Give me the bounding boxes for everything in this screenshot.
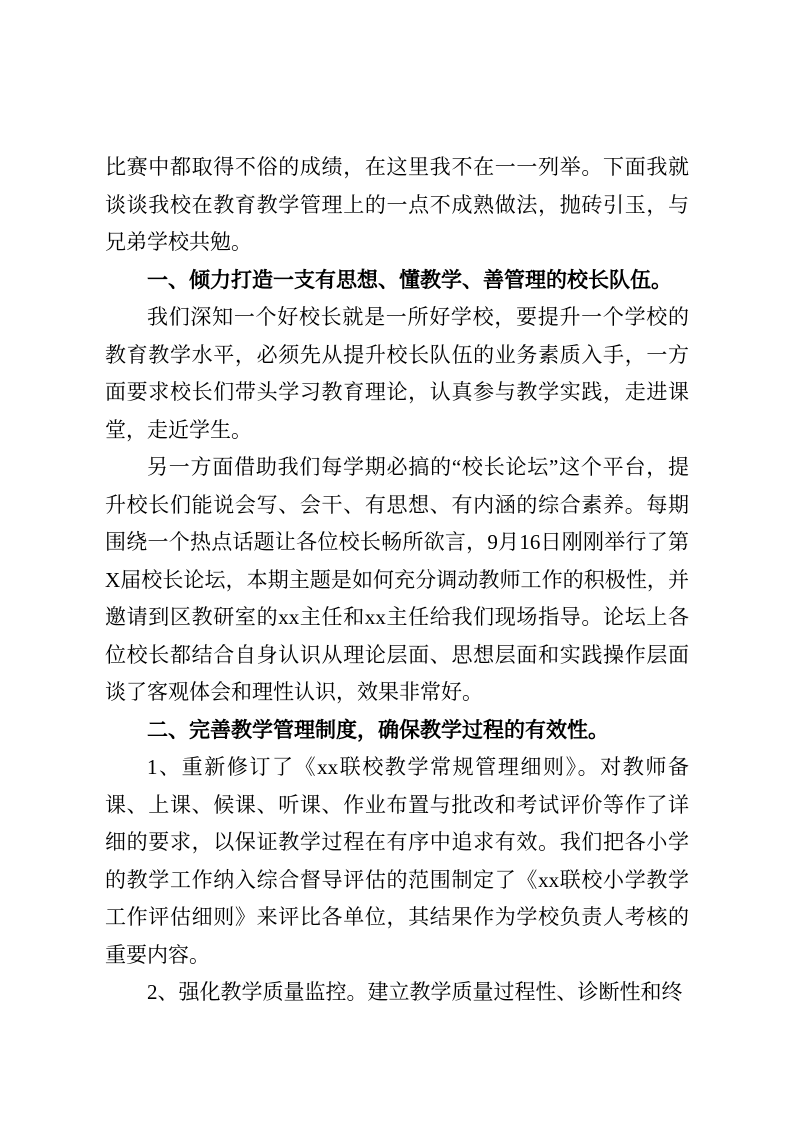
section-heading-1: 一、倾力打造一支有思想、懂教学、善管理的校长队伍。	[147, 267, 672, 292]
body-paragraph-1: 我们深知一个好校长就是一所好学校，要提升一个学校的教育教学水平，必须先从提升校长队伍的业务素质入手，一方面要求校长们带头学习教育理论，认真参与教学实践，走进课堂，走近学生。	[105, 305, 689, 442]
section-heading-2: 二、完善教学管理制度，确保教学过程的有效性。	[147, 717, 609, 742]
body-paragraph-continuation: 比赛中都取得不俗的成绩，在这里我不在一一列举。下面我就谈谈我校在教育教学管理上的一点不成熟做法，抛砖引玉，与兄弟学校共勉。	[105, 155, 689, 254]
body-paragraph-4: 2、强化教学质量监控。建立教学质量过程性、诊断性和终	[147, 980, 683, 1004]
body-paragraph-2: 另一方面借助我们每学期必搞的“校长论坛”这个平台，提升校长们能说会写、会干、有思想、有内涵的综合素养。每期围绕一个热点话题让各位校长畅所欲言，9月16日刚刚举行了第X届校长论坛，本期主题是如何充分调动教师工作的积极性，并邀请到区教研室的xx主任和xx主任给我们现场指导。论坛上各位校长都结合自身认识从理论层面、思想层面和实践操作层面谈了客观体会和理性认识，效果非常好。	[105, 455, 689, 704]
body-paragraph-3: 1、重新修订了《xx联校教学常规管理细则》。对教师备课、上课、候课、听课、作业布置与批改和考试评价等作了详细的要求，以保证教学过程在有序中追求有效。我们把各小学的教学工作纳入综合督导评估的范围制定了《xx联校小学教学工作评估细则》来评比各单位，其结果作为学校负责人考核的重要内容。	[105, 755, 689, 967]
